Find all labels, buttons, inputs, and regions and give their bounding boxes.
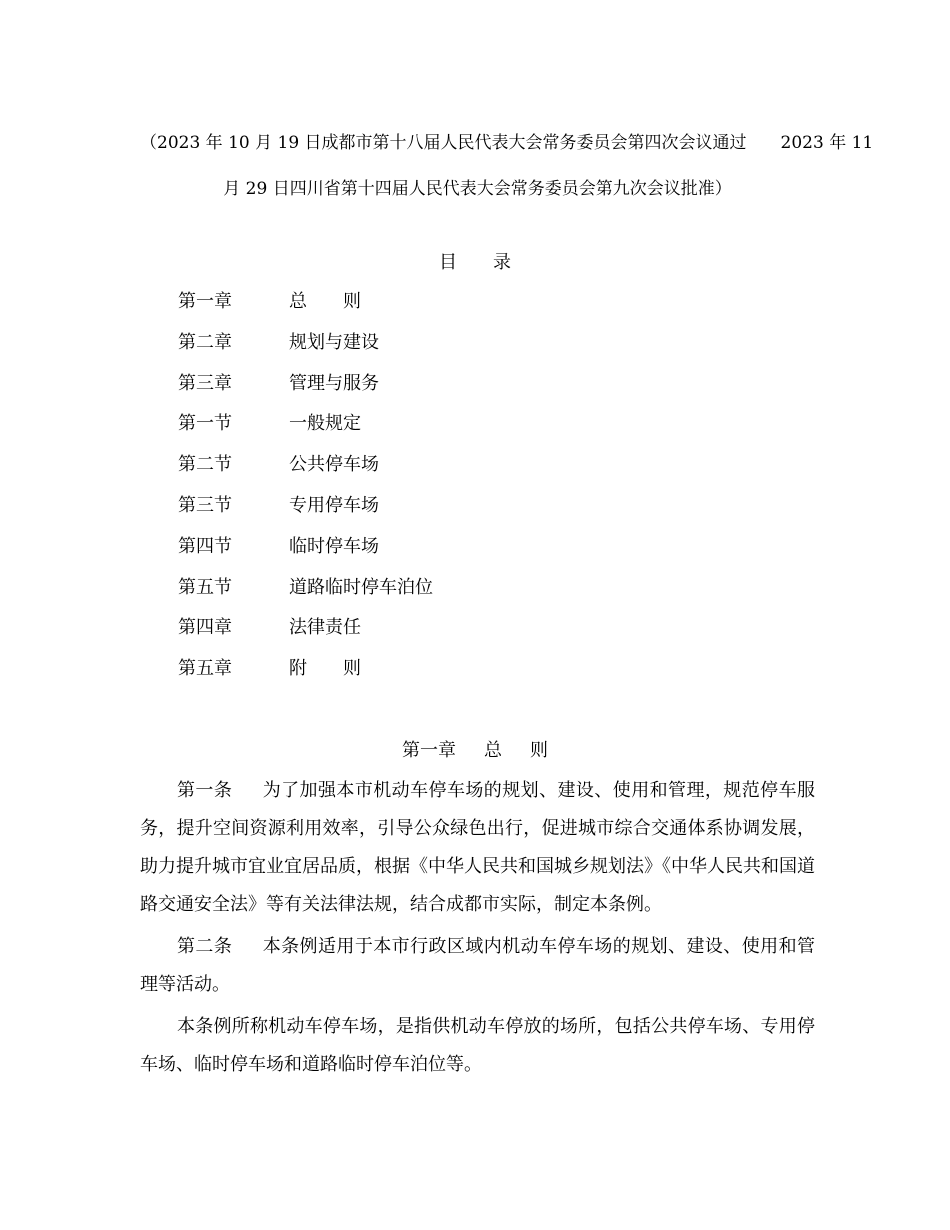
article-number: 第一条 (177, 780, 233, 801)
toc-item (178, 370, 778, 411)
adoption-note (140, 120, 874, 212)
article-text: 为了加强本市机动车停车场的规划、建设、使用和管理，规范停车服务，提升空间资源利用效率，引导公众绿色出行，促进城市综合交通体系协调发展，助力提升城市宜业宜居品质，根据《中华人民共和国城乡规划法》《中华人民共和国道路交通安全法》等有关法律法规，结合成都市实际，制定本条例。 (140, 780, 816, 915)
toc-item-number: 第四节 (178, 535, 232, 557)
toc-item-number: 第四章 (178, 617, 232, 639)
toc-item (178, 492, 778, 533)
toc-item-title: 道路临时停车泊位 (289, 576, 433, 598)
toc-item-title: 临时停车场 (289, 535, 379, 557)
toc-item (178, 655, 778, 696)
article-text: 本条例所称机动车停车场，是指供机动车停放的场所，包括公共停车场、专用停车场、临时停车场和道路临时停车泊位等。 (140, 1016, 815, 1075)
adoption-note-line-1: （2023 年 10 月 19 日成都市第十八届人民代表大会常务委员会第四次会议通过 2023 年 11 (140, 133, 874, 153)
toc-item-number: 第二章 (178, 331, 232, 353)
toc-item (178, 451, 778, 492)
toc-item (178, 329, 778, 370)
chapter-number: 第一章 (402, 740, 456, 761)
toc-item (178, 614, 778, 655)
toc-item-number: 第五章 (178, 658, 232, 680)
toc-item-number: 第五节 (178, 576, 232, 598)
toc-item-title: 法律责任 (289, 617, 361, 639)
toc-item-title: 附 则 (289, 658, 361, 680)
toc-item-number: 第三章 (178, 372, 232, 394)
article-number: 第二条 (177, 936, 233, 957)
toc-title-left: 目 (439, 252, 457, 273)
article-paragraph (140, 772, 815, 924)
toc-title-right: 录 (493, 252, 511, 273)
toc-item-title: 一般规定 (289, 413, 361, 435)
article-paragraph (140, 1008, 815, 1084)
toc-item-number: 第一章 (178, 291, 232, 312)
table-of-contents (178, 288, 778, 696)
toc-item (178, 288, 778, 329)
toc-item-number: 第三节 (178, 494, 232, 516)
chapter-heading (0, 736, 950, 762)
article-text: 本条例适用于本市行政区域内机动车停车场的规划、建设、使用和管理等活动。 (140, 936, 816, 995)
chapter-title-left: 总 (484, 740, 502, 761)
toc-item-title: 规划与建设 (289, 331, 379, 353)
toc-item-number: 第二节 (178, 454, 232, 476)
toc-title (0, 248, 950, 274)
chapter-body (140, 772, 815, 1088)
adoption-note-line-2: 月 29 日四川省第十四届人民代表大会常务委员会第九次会议批准） (223, 179, 732, 199)
toc-item-title: 总 则 (289, 291, 361, 312)
toc-item-title: 专用停车场 (289, 494, 379, 516)
toc-item (178, 574, 778, 615)
toc-item (178, 533, 778, 574)
toc-item (178, 410, 778, 451)
toc-item-title: 管理与服务 (289, 372, 379, 394)
chapter-title-right: 则 (530, 740, 548, 761)
toc-item-number: 第一节 (178, 413, 232, 435)
article-paragraph (140, 928, 815, 1004)
toc-item-title: 公共停车场 (289, 454, 379, 476)
